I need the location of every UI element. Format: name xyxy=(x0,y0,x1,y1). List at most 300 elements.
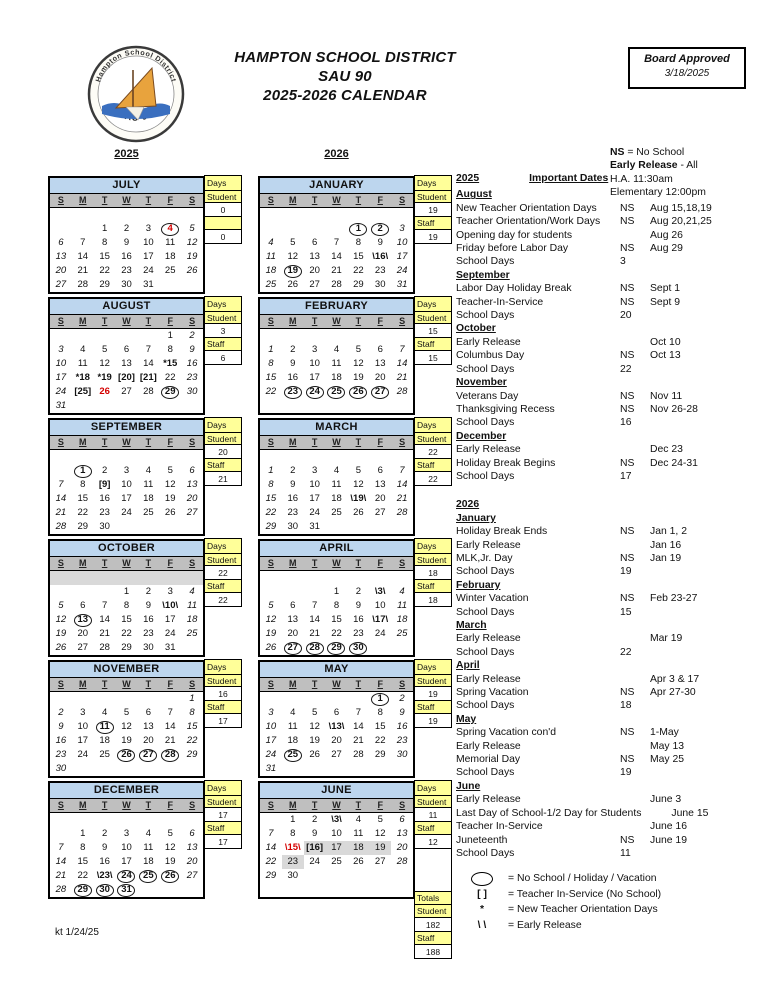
day-cell xyxy=(369,399,391,413)
day-cell: 11 xyxy=(331,358,342,369)
event-date xyxy=(650,847,764,860)
day-cell: 1 xyxy=(268,465,274,476)
day-cell: 9 xyxy=(311,828,318,839)
student-days-value: 19 xyxy=(414,202,452,217)
weekday-label: T xyxy=(101,558,108,568)
weekday-label: W xyxy=(122,679,131,689)
day-cell: 4 xyxy=(80,344,86,355)
month-box xyxy=(258,297,415,415)
day-cell: 23 xyxy=(374,265,386,276)
week-row xyxy=(50,599,203,613)
important-date-row xyxy=(456,699,764,712)
day-cell: 7 xyxy=(268,828,274,839)
section-month-heading: February xyxy=(456,579,501,591)
week-row xyxy=(50,841,203,855)
weekday-label: F xyxy=(167,316,173,326)
day-cell: 26 xyxy=(353,856,364,867)
day-cell: 11 xyxy=(143,479,154,490)
student-label: Student xyxy=(204,674,242,687)
day-cell: 12 xyxy=(164,479,176,490)
month-september xyxy=(48,418,242,534)
day-cell xyxy=(159,813,181,827)
day-cell xyxy=(260,222,282,236)
event-ns-flag: 3 xyxy=(620,256,626,268)
weekday-label: S xyxy=(57,679,64,689)
day-cell: 13 xyxy=(287,614,299,625)
day-cell: 6 xyxy=(58,237,64,248)
day-cell: 24 xyxy=(116,869,138,883)
legend-symbol-meaning: = New Teacher Orientation Days xyxy=(508,904,658,916)
day-cell xyxy=(159,399,181,413)
day-cell: 29 xyxy=(265,870,277,881)
day-cell: 23 xyxy=(121,265,132,276)
event-ns-flag xyxy=(620,673,650,686)
day-cell: 7 xyxy=(399,465,405,476)
day-cell: 20 xyxy=(309,265,320,276)
weekday-label: W xyxy=(122,437,131,447)
totals-staff-label: Staff xyxy=(414,931,452,945)
day-cell: 8 xyxy=(268,479,274,490)
staff-label: Staff xyxy=(204,579,242,593)
days-counter xyxy=(204,176,242,244)
day-cell xyxy=(137,762,159,776)
day-cell xyxy=(72,571,94,585)
weekday-label: S xyxy=(57,195,64,205)
days-header: Days xyxy=(204,538,242,554)
day-cell: 11 xyxy=(187,600,197,611)
event-label: School Days xyxy=(456,256,515,268)
day-cell: [21] xyxy=(139,372,157,383)
day-cell: 10 xyxy=(77,721,89,732)
staff-label: Staff xyxy=(204,700,242,714)
day-cell: 13 xyxy=(186,479,198,490)
symbol-legend xyxy=(456,871,764,933)
day-cell: 25 xyxy=(186,628,198,639)
day-cell: 5 xyxy=(58,600,64,611)
spacer-cell xyxy=(414,848,452,892)
day-cell: 4 xyxy=(159,222,181,236)
weekday-label: F xyxy=(377,679,383,689)
day-cell: 15 xyxy=(265,372,277,383)
day-cell xyxy=(116,520,138,534)
day-cell: 7 xyxy=(58,842,64,853)
day-cell: 14 xyxy=(99,614,110,625)
day-cell: 14 xyxy=(55,856,67,867)
week-row xyxy=(260,883,413,897)
event-date: June 15 xyxy=(671,807,709,819)
day-cell: 21 xyxy=(396,372,408,383)
day-cell: 11 xyxy=(165,237,176,248)
day-cell: 2 xyxy=(58,707,64,718)
day-cell: 2 xyxy=(101,828,108,839)
day-cell xyxy=(260,399,282,413)
event-date: June 16 xyxy=(650,821,687,833)
day-cell: 11 xyxy=(265,251,276,262)
day-cell: *15 xyxy=(163,358,178,369)
weekday-label: M xyxy=(289,679,297,689)
event-ns-flag: NS xyxy=(620,283,635,295)
day-cell xyxy=(116,208,138,222)
day-cell xyxy=(260,329,282,343)
week-row xyxy=(50,450,203,464)
day-cell: 1 xyxy=(72,464,94,478)
day-cell: 10 xyxy=(143,237,154,248)
day-cell xyxy=(50,692,72,706)
week-row xyxy=(50,827,203,841)
day-cell: 16 xyxy=(186,358,198,369)
important-date-row xyxy=(456,673,764,686)
week-row xyxy=(50,222,203,236)
day-cell xyxy=(326,450,348,464)
day-cell xyxy=(116,571,138,585)
day-cell: 25 xyxy=(265,279,277,290)
day-cell: 19 xyxy=(121,735,132,746)
month-june xyxy=(258,781,452,957)
day-cell: 23 xyxy=(282,855,304,869)
legend-symbol-icon xyxy=(456,872,508,886)
day-cell: 15 xyxy=(186,721,198,732)
day-cell: 31 xyxy=(164,642,176,653)
day-cell xyxy=(304,222,326,236)
day-cell: 13 xyxy=(186,842,198,853)
event-label: School Days xyxy=(456,646,515,658)
day-cell: 13 xyxy=(374,479,386,490)
weekday-label: W xyxy=(332,800,341,810)
staff-label: Staff xyxy=(414,579,452,593)
days-header: Days xyxy=(204,659,242,675)
day-cell: 8 xyxy=(333,600,340,611)
day-cell xyxy=(391,329,413,343)
event-label: Teacher Orientation/Work Days xyxy=(456,216,601,228)
week-row xyxy=(50,399,203,413)
day-cell xyxy=(94,813,116,827)
day-cell: 17 xyxy=(326,841,348,855)
day-cell: 16 xyxy=(99,493,110,504)
day-cell: 12 xyxy=(353,479,364,490)
day-cell xyxy=(50,222,72,236)
day-cell xyxy=(369,208,391,222)
weekday-header-row xyxy=(50,799,203,813)
day-cell: 1 xyxy=(123,586,130,597)
day-cell: 3 xyxy=(268,707,274,718)
event-label: New Teacher Orientation Days xyxy=(456,202,597,214)
event-ns-flag: 16 xyxy=(620,417,632,429)
day-cell: 20 xyxy=(374,493,386,504)
month-title: AUGUST xyxy=(50,299,203,315)
weekday-header-row xyxy=(50,194,203,208)
event-ns-flag: 22 xyxy=(620,646,632,658)
day-cell xyxy=(369,641,391,655)
event-label: Juneteenth xyxy=(456,834,508,846)
day-cell: 23 xyxy=(99,507,110,518)
day-cell xyxy=(181,883,203,897)
day-cell: [25] xyxy=(74,386,92,397)
day-cell: 11 xyxy=(331,479,342,490)
day-cell: 24 xyxy=(143,265,154,276)
day-cell: 30 xyxy=(94,883,116,897)
day-cell: 17 xyxy=(121,493,132,504)
symbol-legend-row xyxy=(456,918,764,934)
week-row xyxy=(260,627,413,641)
day-cell: 3 xyxy=(123,828,130,839)
day-cell: 28 xyxy=(77,279,89,290)
event-date: 1-May xyxy=(650,727,679,739)
day-cell: 1 xyxy=(333,586,340,597)
day-cell xyxy=(159,450,181,464)
day-cell: 10 xyxy=(55,358,67,369)
day-cell xyxy=(50,571,72,585)
day-cell xyxy=(159,278,181,292)
important-dates-title: Important Dates xyxy=(529,173,609,184)
day-cell: 6 xyxy=(189,828,195,839)
week-row xyxy=(50,520,203,534)
day-cell: [16] xyxy=(304,841,326,855)
day-cell xyxy=(137,399,159,413)
student-label: Student xyxy=(414,311,452,324)
day-cell: 2 xyxy=(290,465,296,476)
day-cell: 7 xyxy=(101,600,108,611)
day-cell: 28 xyxy=(55,521,67,532)
days-counter xyxy=(204,660,242,728)
day-cell: 21 xyxy=(99,628,110,639)
day-cell xyxy=(326,762,348,776)
important-date-row xyxy=(456,753,764,766)
day-cell: 25 xyxy=(396,628,408,639)
event-ns-flag: 22 xyxy=(620,363,632,375)
day-cell xyxy=(50,208,72,222)
days-header: Days xyxy=(204,417,242,433)
totals-staff-value: 188 xyxy=(414,944,452,959)
day-cell: 3 xyxy=(311,344,318,355)
important-date-row xyxy=(456,336,764,349)
day-cell: 6 xyxy=(311,237,318,248)
event-ns-flag: NS xyxy=(620,727,635,739)
staff-days-value: 19 xyxy=(414,229,452,244)
day-cell: 18 xyxy=(396,614,408,625)
week-row xyxy=(260,762,413,776)
day-cell: 23 xyxy=(55,749,67,760)
day-cell xyxy=(282,692,304,706)
event-label: Early Release xyxy=(456,539,521,551)
week-row xyxy=(260,641,413,655)
event-ns-flag: NS xyxy=(620,403,635,415)
day-cell: 1 xyxy=(290,814,296,825)
week-row xyxy=(260,371,413,385)
month-april xyxy=(258,539,452,655)
day-cell xyxy=(347,869,369,883)
day-cell: 14 xyxy=(55,493,67,504)
week-row xyxy=(260,827,413,841)
day-cell: 22 xyxy=(186,735,198,746)
student-days-value: 18 xyxy=(414,565,452,580)
weekday-label: T xyxy=(311,558,318,568)
student-days-value: 11 xyxy=(414,807,452,822)
event-ns-flag: NS xyxy=(620,754,635,766)
day-cell xyxy=(116,399,138,413)
event-label: Opening day for students xyxy=(456,229,573,241)
day-cell: 10 xyxy=(331,828,342,839)
day-cell xyxy=(369,883,391,897)
staff-label xyxy=(204,216,242,230)
event-ns-flag xyxy=(620,539,650,552)
day-cell: 12 xyxy=(309,721,320,732)
day-cell: 20 xyxy=(331,735,342,746)
event-label: Friday before Labor Day xyxy=(456,243,569,255)
day-cell: 4 xyxy=(101,707,108,718)
weekday-label: F xyxy=(167,195,173,205)
day-cell: 29 xyxy=(326,641,348,655)
day-cell: 20 xyxy=(186,493,198,504)
week-row xyxy=(260,869,413,883)
legend-symbol-meaning: = No School / Holiday / Vacation xyxy=(508,873,657,885)
day-cell: 2 xyxy=(101,465,108,476)
month-box xyxy=(48,418,205,536)
title-line-2: SAU 90 xyxy=(318,68,372,85)
day-cell: 14 xyxy=(396,358,408,369)
week-row xyxy=(50,813,203,827)
day-cell: 5 xyxy=(268,600,274,611)
important-date-row xyxy=(456,646,764,659)
important-year-2026: 2026 xyxy=(456,499,480,511)
event-ns-flag xyxy=(620,336,650,349)
event-date: Aug 20,21,25 xyxy=(650,216,712,228)
week-row xyxy=(50,385,203,399)
event-label: Teacher-In-Service xyxy=(456,296,544,308)
day-cell: 8 xyxy=(268,358,274,369)
day-cell xyxy=(72,222,94,236)
day-cell: 18 xyxy=(186,614,198,625)
day-cell: 4 xyxy=(355,814,361,825)
legend-symbol-icon: * xyxy=(479,904,485,916)
day-cell: 20 xyxy=(186,856,198,867)
important-date-row xyxy=(456,847,764,860)
day-cell: 1 xyxy=(189,693,195,704)
event-ns-flag xyxy=(620,443,650,456)
month-december xyxy=(48,781,242,897)
day-cell: 30 xyxy=(99,521,110,532)
day-cell: 20 xyxy=(77,628,89,639)
weekday-label: M xyxy=(289,558,297,568)
day-cell: 17 xyxy=(121,856,132,867)
board-approved-box xyxy=(628,47,746,89)
weekday-label: F xyxy=(377,316,383,326)
day-cell: 29 xyxy=(99,279,110,290)
week-row xyxy=(50,706,203,720)
event-date: Jan 19 xyxy=(650,552,682,564)
day-cell: 29 xyxy=(265,521,277,532)
day-cell: 2 xyxy=(189,330,195,341)
days-header: Days xyxy=(204,780,242,796)
day-cell: 12 xyxy=(121,721,132,732)
month-january xyxy=(258,176,452,292)
day-cell: 16 xyxy=(396,721,408,732)
day-cell xyxy=(347,520,369,534)
ns-legend-line: NS = No School xyxy=(610,147,685,158)
day-cell: 22 xyxy=(331,628,342,639)
event-ns-flag: NS xyxy=(620,593,635,605)
day-cell: 14 xyxy=(396,479,408,490)
day-cell: 25 xyxy=(331,856,342,867)
section-month-heading: September xyxy=(456,269,510,281)
month-october xyxy=(48,539,242,655)
symbol-legend-row xyxy=(456,902,764,918)
weekday-label: S xyxy=(267,195,274,205)
day-cell xyxy=(282,208,304,222)
day-cell xyxy=(94,399,116,413)
day-cell: 18 xyxy=(143,856,154,867)
day-cell xyxy=(304,399,326,413)
ns-legend-line: Elementary 12:00pm xyxy=(610,187,706,199)
important-date-row xyxy=(456,470,764,483)
day-cell: 18 xyxy=(265,265,277,276)
day-cell xyxy=(50,450,72,464)
day-cell xyxy=(94,585,116,599)
ns-legend-line: H.A. 11:30am xyxy=(610,173,673,185)
day-cell: 15 xyxy=(265,493,277,504)
week-row xyxy=(260,706,413,720)
day-cell xyxy=(94,329,116,343)
important-date-row xyxy=(456,416,764,429)
days-header: Days xyxy=(414,538,452,554)
important-date-row xyxy=(456,726,764,739)
day-cell: 4 xyxy=(333,465,340,476)
day-cell: 14 xyxy=(265,842,277,853)
event-ns-flag: 18 xyxy=(620,700,632,712)
important-date-row xyxy=(456,525,764,538)
day-cell xyxy=(326,571,348,585)
event-label: Columbus Day xyxy=(456,350,525,362)
day-cell: 5 xyxy=(167,465,173,476)
event-label: MLK,Jr. Day xyxy=(456,552,513,564)
event-label: Winter Vacation xyxy=(456,593,529,605)
day-cell: 26 xyxy=(116,748,138,762)
event-date xyxy=(650,699,764,712)
event-ns-flag: 19 xyxy=(620,566,632,578)
month-title: NOVEMBER xyxy=(50,662,203,678)
days-counter xyxy=(414,297,452,365)
weekday-label: T xyxy=(355,316,362,326)
day-cell xyxy=(326,869,348,883)
day-cell: 24 xyxy=(309,507,320,518)
weekday-label: T xyxy=(311,679,318,689)
day-cell xyxy=(116,813,138,827)
student-label: Student xyxy=(414,190,452,203)
day-cell: 1 xyxy=(369,692,391,706)
weekday-label: T xyxy=(355,679,362,689)
event-date: June 19 xyxy=(650,834,687,846)
day-cell: 21 xyxy=(164,735,176,746)
weekday-header-row xyxy=(50,436,203,450)
day-cell: 10 xyxy=(121,842,132,853)
staff-days-value: 12 xyxy=(414,834,452,849)
day-cell xyxy=(304,329,326,343)
day-cell: 9 xyxy=(101,842,108,853)
section-month-heading: January xyxy=(456,512,496,524)
day-cell xyxy=(304,692,326,706)
day-cell: 7 xyxy=(399,344,405,355)
day-cell: 31 xyxy=(265,763,277,774)
day-cell xyxy=(369,762,391,776)
weekday-label: S xyxy=(57,558,64,568)
day-cell xyxy=(326,520,348,534)
day-cell xyxy=(347,883,369,897)
day-cell: 15 xyxy=(374,721,386,732)
day-cell: 3 xyxy=(145,223,151,234)
day-cell: \13\ xyxy=(328,721,345,732)
day-cell: 5 xyxy=(355,344,361,355)
day-cell xyxy=(260,883,282,897)
event-label: Holiday Break Begins xyxy=(456,457,556,469)
